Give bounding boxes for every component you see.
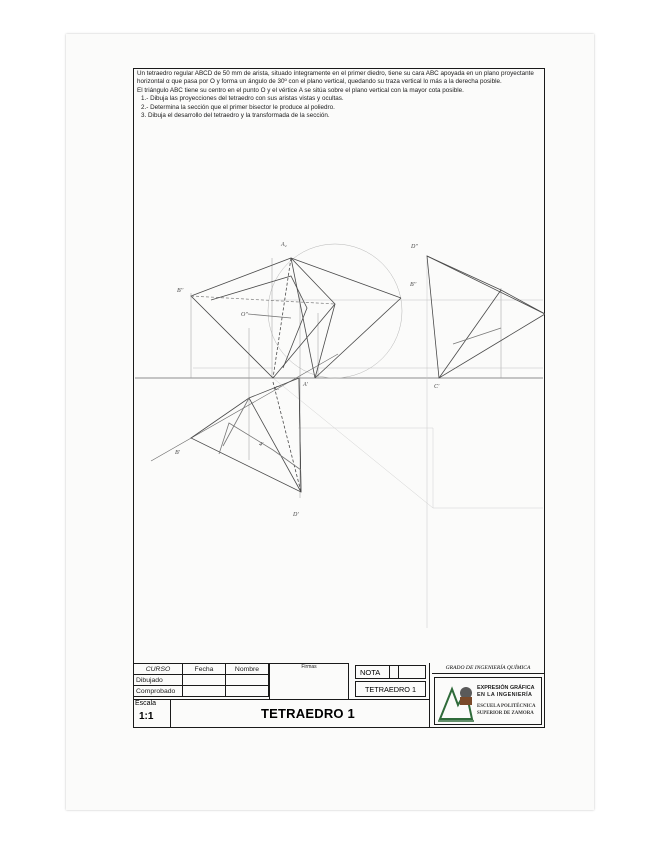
label-a2: A₂ <box>281 242 287 248</box>
label-h: 4' <box>259 442 264 448</box>
horizontal-projection <box>191 378 301 492</box>
institution-panel <box>429 663 545 728</box>
comprobado-label: Comprobado <box>134 686 183 697</box>
title-block <box>133 663 545 728</box>
logo-text-3: ESCUELA POLITÉCNICA <box>477 704 536 709</box>
statement-paragraph-2: El triángulo ABC tiene su centro en el punto O y el vértice A se sitúa sobre el plano vertical con la mayor cota posible. <box>137 86 464 94</box>
task-2: 2.- Determina la sección que el primer bisector le produce al poliedro. <box>141 103 335 111</box>
task-1: 1.- Dibuja las proyecciones del tetraedro con sus aristas vistas y ocultas. <box>141 95 344 103</box>
firmas-cell: Firmas <box>269 663 349 700</box>
comprobado-nombre <box>226 686 269 697</box>
nota-value <box>389 665 426 679</box>
nota-label: NOTA <box>355 665 399 679</box>
label-c1: C' <box>275 386 281 392</box>
nombre-header: Nombre <box>226 664 269 675</box>
alpha-trace <box>151 354 338 461</box>
fecha-header: Fecha <box>183 664 226 675</box>
escala-label: Escala <box>135 700 157 707</box>
label-d1: D' <box>293 512 299 518</box>
comprobado-fecha <box>183 686 226 697</box>
drawing-code: TETRAEDRO 1 <box>355 681 426 697</box>
label-c2: C' <box>434 384 440 390</box>
geometry-drawing <box>133 68 545 663</box>
construction-circle <box>268 244 402 378</box>
dibujado-fecha <box>183 675 226 686</box>
label-a1: A' <box>303 382 308 388</box>
curso-header: CURSO <box>134 664 183 675</box>
school-logo <box>434 677 542 725</box>
label-b1: B' <box>175 450 180 456</box>
logo-emblem-icon <box>436 679 476 725</box>
statement-paragraph-1: Un tetraedro regular ABCD de 50 mm de arista, situado íntegramente en el primer diedro, tiene su cara ABC apoyada en un plano proyectante horizontal α que pasa por O y forma un ángulo de 30º con el plano vertical, quedando su traza vertical lo más a la derecha posible. <box>137 70 534 86</box>
escala-value: 1:1 <box>139 711 154 722</box>
title-row-divider <box>133 699 429 700</box>
vertical-projection <box>191 258 401 378</box>
dibujado-label: Dibujado <box>134 675 183 686</box>
label-b2-right: B'' <box>410 282 417 288</box>
label-b2-left: B'' <box>177 288 184 294</box>
logo-text-1: EXPRESIÓN GRÁFICA <box>477 685 535 691</box>
drawing-title: TETRAEDRO 1 <box>261 706 355 721</box>
task-3: 3. Dibuja el desarrollo del tetraedro y la transformada de la sección. <box>141 112 330 120</box>
label-d2: D'' <box>411 244 418 250</box>
label-o2: O'' <box>241 312 248 318</box>
logo-text-2: EN LA INGENIERÍA <box>477 692 533 698</box>
title-block-table <box>133 663 269 697</box>
profile-projection <box>427 256 545 378</box>
logo-text-4: SUPERIOR DE ZAMORA <box>477 711 534 716</box>
dibujado-nombre <box>226 675 269 686</box>
degree-name: GRADO DE INGENIERÍA QUÍMICA <box>432 665 544 674</box>
